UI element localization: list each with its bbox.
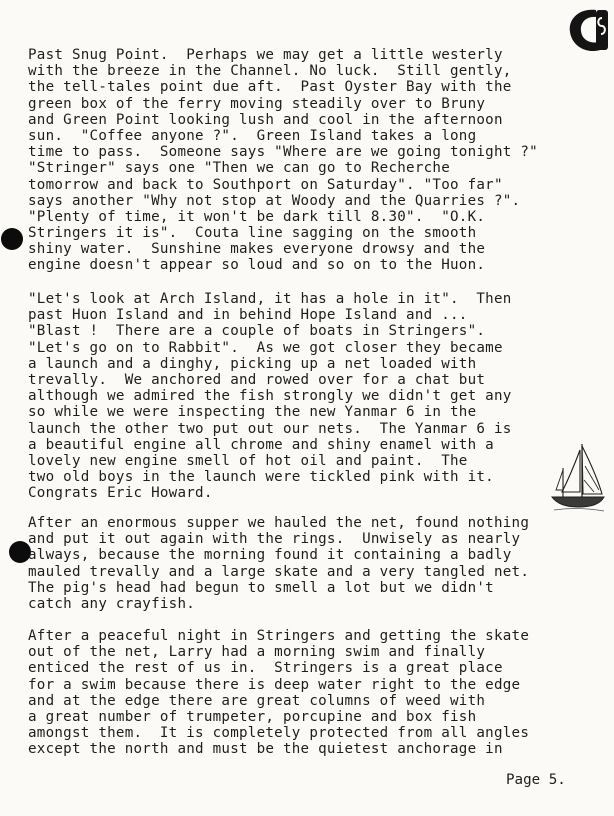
paragraph <box>28 291 588 501</box>
paragraph <box>28 515 588 612</box>
text-line: with the breeze in the Channel. No luck. Still gently, <box>28 63 512 80</box>
text-line: "Let's go on to Rabbit". As we got closer they became <box>28 339 503 356</box>
text-line: After a peaceful night in Stringers and getting the skate <box>28 628 530 644</box>
text-line: and at the edge there are great columns of weed with <box>28 692 486 709</box>
sailing-boat-icon <box>548 440 606 514</box>
text-line: says another "Why not stop at Woody and the Quarries ?". <box>28 192 521 209</box>
text-line: amongst them. It is completely protected from all angles <box>28 725 530 742</box>
text-line: out of the net, Larry had a morning swim and finally <box>28 644 486 661</box>
text-line: The pig's head had begun to smell a lot but we didn't <box>28 579 494 596</box>
paragraph <box>28 628 588 758</box>
text-line: Stringers it is". Couta line sagging on the smooth <box>28 225 477 242</box>
text-line: so while we were inspecting the new Yanmar 6 in the <box>28 404 477 421</box>
text-line: although we admired the fish strongly we didn't get any <box>28 388 512 405</box>
text-line: and put it out again with the rings. Unwisely as nearly <box>28 531 521 548</box>
text-line: "Let's look at Arch Island, it has a hole in it". Then <box>28 291 512 307</box>
text-line: After an enormous supper we hauled the net, found nothing <box>28 515 530 531</box>
text-line: two old boys in the launch were tickled pink with it. <box>28 469 494 486</box>
text-line: trevally. We anchored and rowed over for a chat but <box>28 371 486 388</box>
text-line: Past Snug Point. Perhaps we may get a little westerly <box>28 47 503 63</box>
text-line: for a swim because there is deep water right to the edge <box>28 676 521 693</box>
text-line: the tell-tales point due aft. Past Oyster Bay with the <box>28 79 512 96</box>
text-line: always, because the morning found it containing a badly <box>28 547 512 564</box>
text-line: a beautiful engine all chrome and shiny enamel with a <box>28 436 494 453</box>
text-line: except the north and must be the quietest anchorage in <box>28 741 503 758</box>
text-line: lovely new engine smell of hot oil and paint. The <box>28 452 468 469</box>
text-line: shiny water. Sunshine makes everyone drowsy and the <box>28 241 486 258</box>
paragraph <box>28 47 588 274</box>
text-line: enticed the rest of us in. Stringers is a great place <box>28 660 503 677</box>
text-line: catch any crayfish. <box>28 595 196 612</box>
text-line: engine doesn't appear so loud and so on to the Huon. <box>28 257 486 274</box>
text-line: "Stringer" says one "Then we can go to Recherche <box>28 160 450 177</box>
text-line: Congrats Eric Howard. <box>28 485 213 502</box>
text-line: sun. "Coffee anyone ?". Green Island takes a long <box>28 127 477 144</box>
page-number: Page 5. <box>506 772 566 788</box>
text-line: time to pass. Someone says "Where are we going tonight ?" <box>28 144 538 161</box>
text-line: launch the other two put out our nets. The Yanmar 6 is <box>28 420 512 437</box>
text-line: a great number of trumpeter, porcupine and box fish <box>28 708 477 725</box>
text-line: "Plenty of time, it won't be dark till 8.30". "O.K. <box>28 208 486 225</box>
text-line: mauled trevally and a large skate and a very tangled net. <box>28 563 530 580</box>
text-line: and Green Point looking lush and cool in the afternoon <box>28 111 503 128</box>
text-line: "Blast ! There are a couple of boats in Stringers". <box>28 323 486 340</box>
text-line: past Huon Island and in behind Hope Island and ... <box>28 307 468 324</box>
punch-hole-icon <box>1 228 23 250</box>
text-line: a launch and a dinghy, picking up a net loaded with <box>28 355 477 372</box>
text-line: tomorrow and back to Southport on Saturday". "Too far" <box>28 176 503 193</box>
text-line: green box of the ferry moving steadily over to Bruny <box>28 95 486 112</box>
